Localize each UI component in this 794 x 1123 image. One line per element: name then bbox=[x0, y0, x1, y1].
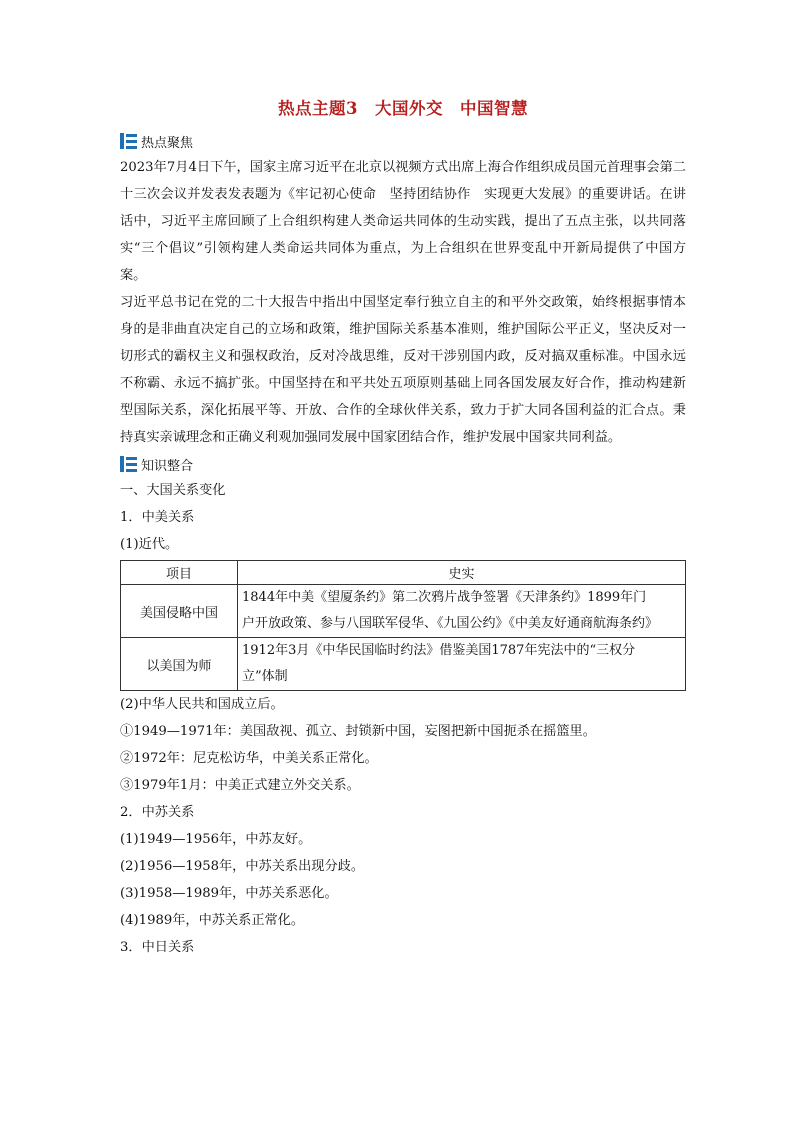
outline-item-heading: 1．中美关系 bbox=[120, 510, 195, 525]
table-row bbox=[121, 585, 686, 638]
outline-sub-heading: (2)中华人民共和国成立后。 bbox=[120, 697, 284, 712]
focus-paragraph: 习近平总书记在党的二十大报告中指出中国坚定奉行独立自主的和平外交政策，始终根据事情本身的是非曲直决定自己的立场和政策，维护国际关系基本准则，维护国际公平正义，坚决反对一切形式的霸权主义和强权政治，反对冷战思维，反对干涉别国内政，反对搞双重标准。中国永远不称霸、永远不搞扩张。中国坚持在和平共处五项原则基础上同各国发展友好合作，推动构建新型国际关系，深化拓展平等、开放、合作的全球伙伴关系，致力于扩大同各国利益的汇合点。秉持真实亲诚理念和正确义利观加强同发展中国家团结合作，维护发展中国家共同利益。 bbox=[120, 295, 686, 445]
list-item: (2)1956—1958年，中苏关系出现分歧。 bbox=[120, 859, 365, 874]
list-item: (1)1949—1956年，中苏友好。 bbox=[120, 832, 312, 847]
document-content bbox=[120, 96, 686, 961]
list-item: (3)1958—1989年，中苏关系恶化。 bbox=[120, 886, 338, 901]
list-item: ③1979年1月：中美正式建立外交关系。 bbox=[120, 778, 360, 793]
page-title: 热点主题3 大国外交 中国智慧 bbox=[278, 99, 528, 118]
section-heading-label: 知识整合 bbox=[141, 458, 194, 474]
outline-item-heading: 3．中日关系 bbox=[120, 940, 195, 955]
list-item: ②1972年：尼克松访华，中美关系正常化。 bbox=[120, 751, 378, 766]
fact-line: 户开放政策、参与八国联军侵华、《九国公约》《中美友好通商航海条约》 bbox=[242, 616, 659, 631]
section-heading-focus bbox=[120, 130, 686, 152]
list-item: ①1949—1971年：美国敌视、孤立、封锁新中国，妄图把新中国扼杀在摇篮里。 bbox=[120, 724, 596, 739]
table-cell-fact bbox=[238, 585, 686, 638]
table-header-row bbox=[121, 561, 686, 585]
table-cell-fact bbox=[238, 638, 686, 691]
table-cell-item: 美国侵略中国 bbox=[121, 585, 238, 638]
history-table bbox=[120, 560, 686, 691]
table-header-item: 项目 bbox=[121, 561, 238, 585]
section-list-icon bbox=[120, 456, 137, 472]
fact-line: 1912年3月《中华民国临时约法》借鉴美国1787年宪法中的“三权分 bbox=[242, 643, 636, 658]
table-row bbox=[121, 638, 686, 691]
section-heading-label: 热点聚焦 bbox=[141, 135, 194, 151]
section-list-icon bbox=[120, 133, 137, 149]
table-header-fact: 史实 bbox=[238, 561, 686, 585]
outline-part-heading: 一、大国关系变化 bbox=[120, 483, 226, 498]
fact-line: 立”体制 bbox=[242, 669, 288, 684]
fact-line: 1844年中美《望厦条约》第二次鸦片战争签署《天津条约》1899年门 bbox=[242, 590, 647, 605]
outline-sub-heading: (1)近代。 bbox=[120, 537, 179, 552]
list-item: (4)1989年，中苏关系正常化。 bbox=[120, 913, 305, 928]
table-cell-item: 以美国为师 bbox=[121, 638, 238, 691]
section-heading-knowledge bbox=[120, 453, 686, 475]
focus-paragraph: 2023年7月4日下午，国家主席习近平在北京以视频方式出席上海合作组织成员国元首理事会第二十三次会议并发表发表题为《牢记初心使命 坚持团结协作 实现更大发展》的重要讲话。在讲话中，习近平主席回顾了上合组织构建人类命运共同体的生动实践，提出了五点主张，以共同落实“三个倡议”引领构建人类命运共同体为重点，为上合组织在世界变乱中开新局提供了中国方案。 bbox=[120, 160, 686, 283]
outline-item-heading: 2．中苏关系 bbox=[120, 805, 195, 820]
